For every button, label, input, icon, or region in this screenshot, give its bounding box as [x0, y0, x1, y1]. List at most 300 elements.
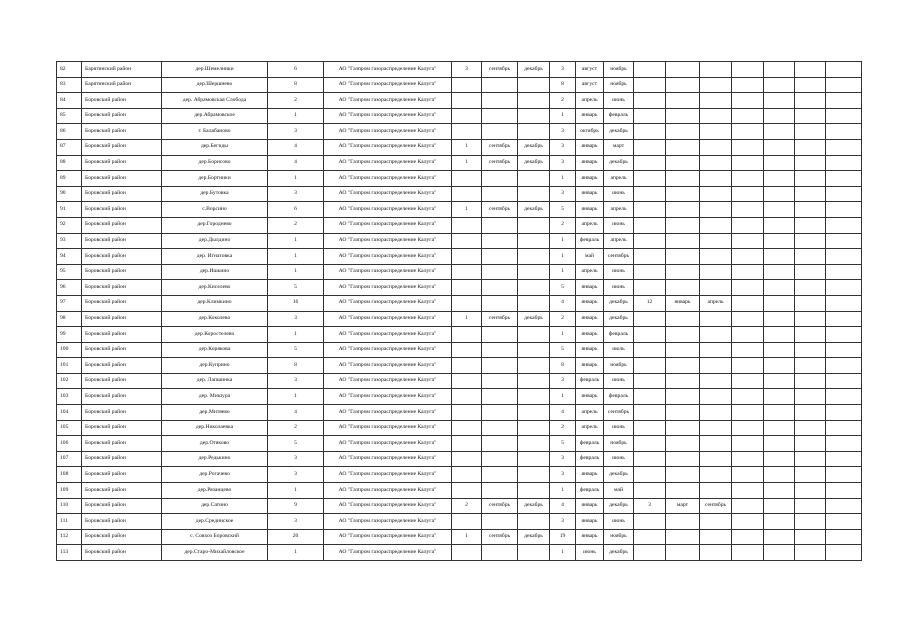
stage2-start: май: [576, 249, 604, 265]
stage1-end: [518, 373, 550, 389]
stage1-end: [518, 93, 550, 109]
empty-cell: [764, 93, 795, 109]
row-number: 104: [57, 405, 82, 421]
stage1-start: [482, 389, 518, 405]
table-row: [57, 77, 862, 93]
stage1-count: 2: [452, 498, 482, 514]
empty-cell: [764, 342, 795, 358]
stage2-end: апрель: [604, 233, 634, 249]
stage1-end: [518, 467, 550, 483]
empty-cell: [795, 171, 826, 187]
district: Боровский район: [82, 545, 162, 561]
empty-cell: [732, 77, 764, 93]
empty-cell: [826, 249, 862, 265]
empty-cell: [732, 202, 764, 218]
stage1-start: [482, 217, 518, 233]
settlement: г. Балабаново: [162, 124, 268, 140]
empty-cell: [732, 171, 764, 187]
stage1-start: [482, 264, 518, 280]
stage1-count: 1: [452, 311, 482, 327]
stage2-start: январь: [576, 311, 604, 327]
stage3-start: [666, 280, 700, 296]
table-body: [57, 62, 862, 561]
stage2-end: декабрь: [604, 545, 634, 561]
district: Боровский район: [82, 436, 162, 452]
empty-cell: [732, 155, 764, 171]
stage3-count: [634, 342, 666, 358]
stage1-start: [482, 124, 518, 140]
stage3-count: [634, 389, 666, 405]
settlement: дер.Куприно: [162, 358, 268, 374]
empty-cell: [732, 498, 764, 514]
empty-cell: [732, 280, 764, 296]
organization: АО "Газпром газораспределение Калуга": [324, 327, 452, 343]
empty-cell: [826, 483, 862, 499]
stage1-start: сентябрь: [482, 155, 518, 171]
stage3-end: [700, 405, 732, 421]
stage1-start: сентябрь: [482, 529, 518, 545]
empty-cell: [826, 155, 862, 171]
stage1-start: сентябрь: [482, 62, 518, 78]
settlement: дер.Николаевка: [162, 420, 268, 436]
stage2-count: 4: [550, 295, 576, 311]
empty-cell: [795, 108, 826, 124]
stage2-count: 1: [550, 249, 576, 265]
total-count: 8: [268, 77, 324, 93]
stage2-start: апрель: [576, 420, 604, 436]
stage1-end: [518, 108, 550, 124]
row-number: 108: [57, 467, 82, 483]
table-row: [57, 233, 862, 249]
stage3-count: [634, 358, 666, 374]
stage1-count: [452, 186, 482, 202]
stage2-count: 4: [550, 405, 576, 421]
empty-cell: [764, 420, 795, 436]
stage1-end: [518, 77, 550, 93]
stage3-count: [634, 373, 666, 389]
stage3-start: [666, 529, 700, 545]
stage1-start: [482, 280, 518, 296]
stage1-start: [482, 358, 518, 374]
empty-cell: [795, 93, 826, 109]
district: Боровский район: [82, 498, 162, 514]
empty-cell: [764, 483, 795, 499]
empty-cell: [795, 249, 826, 265]
empty-cell: [764, 451, 795, 467]
total-count: 5: [268, 280, 324, 296]
total-count: 1: [268, 233, 324, 249]
empty-cell: [732, 451, 764, 467]
stage3-end: [700, 124, 732, 140]
stage3-end: [700, 171, 732, 187]
empty-cell: [795, 514, 826, 530]
total-count: 3: [268, 311, 324, 327]
organization: АО "Газпром газораспределение Калуга": [324, 358, 452, 374]
stage2-end: сентябрь: [604, 249, 634, 265]
stage3-end: [700, 451, 732, 467]
stage3-start: [666, 139, 700, 155]
stage1-end: [518, 545, 550, 561]
settlement: дер. Абрамовская Слобода: [162, 93, 268, 109]
empty-cell: [826, 498, 862, 514]
total-count: 5: [268, 342, 324, 358]
stage2-end: июнь: [604, 514, 634, 530]
stage2-count: 2: [550, 420, 576, 436]
empty-cell: [795, 233, 826, 249]
stage3-start: [666, 217, 700, 233]
stage1-count: [452, 467, 482, 483]
stage2-count: 1: [550, 264, 576, 280]
stage1-end: [518, 514, 550, 530]
stage3-count: [634, 171, 666, 187]
stage2-end: апрель: [604, 202, 634, 218]
row-number: 96: [57, 280, 82, 296]
empty-cell: [826, 280, 862, 296]
stage1-end: декабрь: [518, 155, 550, 171]
stage2-end: июнь: [604, 373, 634, 389]
row-number: 86: [57, 124, 82, 140]
empty-cell: [826, 124, 862, 140]
settlement: дер.Бутовка: [162, 186, 268, 202]
stage1-start: [482, 327, 518, 343]
document-page: [56, 61, 862, 561]
table-row: [57, 295, 862, 311]
settlement: дер.Отяково: [162, 436, 268, 452]
row-number: 83: [57, 77, 82, 93]
stage1-start: [482, 108, 518, 124]
organization: АО "Газпром газораспределение Калуга": [324, 155, 452, 171]
total-count: 1: [268, 108, 324, 124]
stage2-start: январь: [576, 295, 604, 311]
row-number: 100: [57, 342, 82, 358]
stage1-start: [482, 405, 518, 421]
table-row: [57, 436, 862, 452]
table-row: [57, 311, 862, 327]
table-row: [57, 217, 862, 233]
row-number: 102: [57, 373, 82, 389]
stage3-end: [700, 249, 732, 265]
district: Боровский район: [82, 529, 162, 545]
stage3-end: [700, 233, 732, 249]
stage1-end: декабрь: [518, 139, 550, 155]
stage1-end: [518, 124, 550, 140]
stage3-end: [700, 264, 732, 280]
settlement: дер.Шемелинки: [162, 62, 268, 78]
stage1-count: 1: [452, 155, 482, 171]
stage3-start: январь: [666, 295, 700, 311]
empty-cell: [826, 77, 862, 93]
stage2-start: апрель: [576, 405, 604, 421]
settlement: дер.Ишкино: [162, 264, 268, 280]
row-number: 90: [57, 186, 82, 202]
empty-cell: [795, 498, 826, 514]
empty-cell: [826, 373, 862, 389]
stage1-start: [482, 186, 518, 202]
table-row: [57, 405, 862, 421]
empty-cell: [764, 124, 795, 140]
empty-cell: [732, 483, 764, 499]
stage1-end: [518, 233, 550, 249]
stage3-count: [634, 405, 666, 421]
row-number: 110: [57, 498, 82, 514]
row-number: 89: [57, 171, 82, 187]
district: Боровский район: [82, 467, 162, 483]
empty-cell: [764, 529, 795, 545]
stage2-end: ноябрь: [604, 77, 634, 93]
total-count: 2: [268, 217, 324, 233]
empty-cell: [795, 483, 826, 499]
organization: АО "Газпром газораспределение Калуга": [324, 342, 452, 358]
stage2-start: январь: [576, 139, 604, 155]
row-number: 91: [57, 202, 82, 218]
stage1-start: сентябрь: [482, 139, 518, 155]
stage2-count: 19: [550, 529, 576, 545]
stage3-end: [700, 327, 732, 343]
stage2-count: 1: [550, 327, 576, 343]
district: Боровский район: [82, 342, 162, 358]
stage2-count: 3: [550, 467, 576, 483]
empty-cell: [764, 62, 795, 78]
total-count: 20: [268, 529, 324, 545]
stage3-end: [700, 108, 732, 124]
empty-cell: [795, 420, 826, 436]
stage3-start: [666, 420, 700, 436]
settlement: дер. Игнатовка: [162, 249, 268, 265]
table-row: [57, 62, 862, 78]
empty-cell: [764, 264, 795, 280]
stage2-end: декабрь: [604, 467, 634, 483]
stage1-end: [518, 280, 550, 296]
row-number: 98: [57, 311, 82, 327]
stage1-start: [482, 77, 518, 93]
settlement: дер. Лапшинка: [162, 373, 268, 389]
stage1-end: [518, 327, 550, 343]
organization: АО "Газпром газораспределение Калуга": [324, 139, 452, 155]
stage3-end: [700, 436, 732, 452]
district: Боровский район: [82, 514, 162, 530]
table-row: [57, 342, 862, 358]
stage3-start: [666, 451, 700, 467]
stage2-start: апрель: [576, 264, 604, 280]
row-number: 107: [57, 451, 82, 467]
empty-cell: [795, 311, 826, 327]
total-count: 2: [268, 93, 324, 109]
stage1-end: [518, 264, 550, 280]
empty-cell: [795, 139, 826, 155]
stage2-end: март: [604, 139, 634, 155]
empty-cell: [732, 373, 764, 389]
empty-cell: [764, 171, 795, 187]
stage1-count: [452, 405, 482, 421]
empty-cell: [795, 77, 826, 93]
stage1-count: [452, 295, 482, 311]
stage2-start: январь: [576, 186, 604, 202]
stage3-end: [700, 280, 732, 296]
empty-cell: [764, 155, 795, 171]
empty-cell: [732, 436, 764, 452]
table-row: [57, 155, 862, 171]
stage1-count: [452, 451, 482, 467]
stage1-count: [452, 514, 482, 530]
stage1-start: [482, 249, 518, 265]
stage3-end: [700, 155, 732, 171]
total-count: 6: [268, 62, 324, 78]
stage1-count: [452, 545, 482, 561]
stage1-end: [518, 436, 550, 452]
district: Боровский район: [82, 280, 162, 296]
stage3-count: [634, 93, 666, 109]
empty-cell: [764, 389, 795, 405]
total-count: 4: [268, 405, 324, 421]
stage2-end: июнь: [604, 264, 634, 280]
empty-cell: [826, 264, 862, 280]
empty-cell: [826, 202, 862, 218]
stage3-count: [634, 467, 666, 483]
stage2-count: 1: [550, 108, 576, 124]
settlement: дер.Бортники: [162, 171, 268, 187]
stage2-end: июнь: [604, 186, 634, 202]
settlement: дер.Борисово: [162, 155, 268, 171]
stage3-start: [666, 108, 700, 124]
stage2-count: 1: [550, 389, 576, 405]
total-count: 3: [268, 451, 324, 467]
row-number: 84: [57, 93, 82, 109]
district: Боровский район: [82, 233, 162, 249]
stage2-start: февраль: [576, 233, 604, 249]
empty-cell: [764, 139, 795, 155]
district: Боровский район: [82, 171, 162, 187]
stage2-count: 2: [550, 217, 576, 233]
stage2-count: 2: [550, 93, 576, 109]
organization: АО "Газпром газораспределение Калуга": [324, 93, 452, 109]
organization: АО "Газпром газораспределение Калуга": [324, 498, 452, 514]
empty-cell: [732, 249, 764, 265]
empty-cell: [764, 358, 795, 374]
district: Боровский район: [82, 249, 162, 265]
row-number: 109: [57, 483, 82, 499]
table-row: [57, 202, 862, 218]
stage1-start: [482, 295, 518, 311]
total-count: 1: [268, 545, 324, 561]
empty-cell: [764, 436, 795, 452]
stage2-end: февраль: [604, 108, 634, 124]
district: Боровский район: [82, 389, 162, 405]
empty-cell: [764, 249, 795, 265]
stage1-start: сентябрь: [482, 498, 518, 514]
stage3-count: [634, 217, 666, 233]
stage2-start: январь: [576, 155, 604, 171]
stage3-start: [666, 202, 700, 218]
stage3-count: [634, 436, 666, 452]
empty-cell: [732, 358, 764, 374]
stage3-start: [666, 186, 700, 202]
stage2-count: 4: [550, 498, 576, 514]
stage1-count: [452, 233, 482, 249]
stage1-count: [452, 249, 482, 265]
district: Боровский район: [82, 451, 162, 467]
stage2-start: апрель: [576, 217, 604, 233]
stage2-start: август: [576, 62, 604, 78]
stage2-end: июнь: [604, 217, 634, 233]
stage3-count: [634, 155, 666, 171]
total-count: 1: [268, 264, 324, 280]
empty-cell: [764, 202, 795, 218]
empty-cell: [826, 327, 862, 343]
stage2-end: май: [604, 483, 634, 499]
stage3-count: [634, 514, 666, 530]
stage3-start: март: [666, 498, 700, 514]
stage3-start: [666, 342, 700, 358]
empty-cell: [826, 108, 862, 124]
stage3-count: [634, 451, 666, 467]
stage2-end: июль: [604, 342, 634, 358]
empty-cell: [826, 514, 862, 530]
organization: АО "Газпром газораспределение Калуга": [324, 264, 452, 280]
empty-cell: [795, 389, 826, 405]
settlement: дер. Мишура: [162, 389, 268, 405]
stage2-end: декабрь: [604, 295, 634, 311]
stage2-end: февраль: [604, 389, 634, 405]
total-count: 16: [268, 295, 324, 311]
stage3-end: сентябрь: [700, 498, 732, 514]
stage3-count: [634, 529, 666, 545]
empty-cell: [795, 62, 826, 78]
empty-cell: [764, 280, 795, 296]
empty-cell: [732, 420, 764, 436]
stage2-start: январь: [576, 108, 604, 124]
stage2-count: 3: [550, 514, 576, 530]
stage2-count: 5: [550, 342, 576, 358]
row-number: 112: [57, 529, 82, 545]
stage1-start: [482, 467, 518, 483]
stage3-end: [700, 202, 732, 218]
empty-cell: [764, 498, 795, 514]
stage1-end: [518, 186, 550, 202]
empty-cell: [826, 233, 862, 249]
empty-cell: [732, 186, 764, 202]
stage2-count: 5: [550, 436, 576, 452]
empty-cell: [764, 77, 795, 93]
empty-cell: [826, 389, 862, 405]
row-number: 93: [57, 233, 82, 249]
total-count: 4: [268, 139, 324, 155]
stage2-count: 1: [550, 171, 576, 187]
total-count: 8: [268, 358, 324, 374]
empty-cell: [764, 467, 795, 483]
stage3-count: 12: [634, 295, 666, 311]
total-count: 3: [268, 124, 324, 140]
table-row: [57, 529, 862, 545]
empty-cell: [732, 405, 764, 421]
district: Боровский район: [82, 93, 162, 109]
table-row: [57, 264, 862, 280]
stage3-start: [666, 405, 700, 421]
stage3-count: [634, 311, 666, 327]
stage2-start: январь: [576, 171, 604, 187]
stage2-end: сентябрь: [604, 405, 634, 421]
total-count: 3: [268, 186, 324, 202]
stage2-count: 8: [550, 358, 576, 374]
stage3-count: [634, 420, 666, 436]
table-row: [57, 139, 862, 155]
district: Боровский район: [82, 202, 162, 218]
stage1-start: [482, 420, 518, 436]
stage1-start: [482, 171, 518, 187]
stage3-count: [634, 249, 666, 265]
stage3-count: [634, 139, 666, 155]
empty-cell: [826, 171, 862, 187]
stage3-start: [666, 467, 700, 483]
